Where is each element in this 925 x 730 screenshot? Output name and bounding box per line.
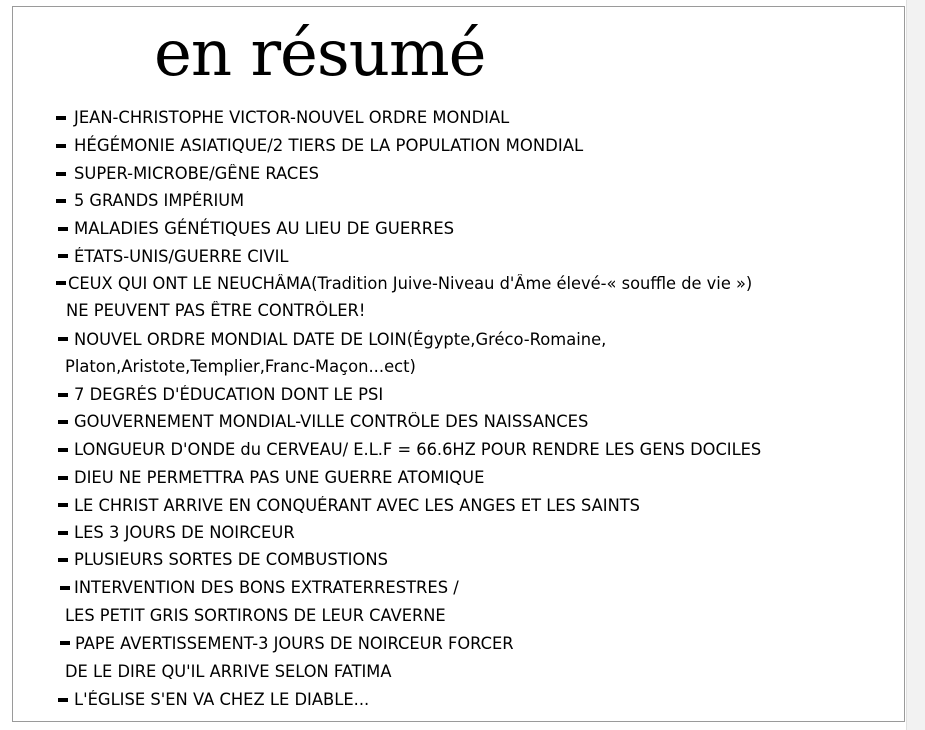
page-scroll-gutter [906, 0, 925, 730]
bullet-dash-icon [58, 698, 68, 702]
bullet-dash-icon [60, 586, 70, 590]
list-item: LE CHRIST ARRIVE EN CONQUÉRANT AVEC LES ANGES ET LES SAINTS [74, 496, 640, 515]
bullet-dash-icon [58, 503, 68, 507]
bullet-dash-icon [58, 254, 68, 258]
bullet-dash-icon [58, 227, 68, 231]
bullet-dash-icon [56, 116, 66, 120]
bullet-dash-icon [58, 420, 68, 424]
list-item: DIEU NE PERMETTRA PAS UNE GUERRE ATOMIQUE [74, 468, 485, 487]
list-item: NOUVEL ORDRE MONDIAL DATE DE LOIN(Égypte,Gréco-Romaine, [74, 330, 607, 349]
list-item-continuation: LES PETIT GRIS SORTIRONS DE LEUR CAVERNE [65, 606, 446, 625]
list-item: PLUSIEURS SORTES DE COMBUSTIONS [74, 550, 388, 569]
slide-frame [12, 6, 905, 722]
list-item: LES 3 JOURS DE NOIRCEUR [74, 523, 295, 542]
list-item: SUPER-MICROBE/GÊNE RACES [74, 164, 320, 183]
bullet-dash-icon [56, 144, 66, 148]
list-item-continuation: NE PEUVENT PAS ÊTRE CONTRÔLER! [66, 301, 366, 320]
list-item: L'ÉGLISE S'EN VA CHEZ LE DIABLE... [74, 690, 370, 709]
list-item: LONGUEUR D'ONDE du CERVEAU/ E.L.F = 66.6HZ POUR RENDRE LES GENS DOCILES [74, 440, 762, 459]
list-item: ÉTATS-UNIS/GUERRE CIVIL [74, 247, 289, 266]
bullet-dash-icon [58, 393, 68, 397]
bullet-dash-icon [58, 558, 68, 562]
bullet-dash-icon [58, 476, 68, 480]
list-item: MALADIES GÉNÉTIQUES AU LIEU DE GUERRES [74, 219, 455, 238]
bullet-dash-icon [56, 199, 66, 203]
list-item: GOUVERNEMENT MONDIAL-VILLE CONTRÔLE DES NAISSANCES [74, 412, 589, 431]
list-item: JEAN-CHRISTOPHE VICTOR-NOUVEL ORDRE MONDIAL [74, 108, 510, 127]
bullet-dash-icon [56, 172, 66, 176]
list-item-continuation: Platon,Aristote,Templier,Franc-Maçon...ect) [65, 357, 416, 376]
bullet-dash-icon [58, 337, 68, 341]
list-item: CEUX QUI ONT LE NEUCHÂMA(Tradition Juive-Niveau d'Âme élevé-« souffle de vie ») [68, 274, 753, 293]
list-item: INTERVENTION DES BONS EXTRATERRESTRES / [74, 578, 459, 597]
list-item: PAPE AVERTISSEMENT-3 JOURS DE NOIRCEUR FORCER [75, 634, 514, 653]
bullet-dash-icon [60, 641, 70, 645]
bullet-dash-icon [58, 531, 68, 535]
list-item: 5 GRANDS IMPÉRIUM [74, 191, 245, 210]
list-item-continuation: DE LE DIRE QU'IL ARRIVE SELON FATIMA [65, 662, 392, 681]
slide-title: en résumé [154, 17, 486, 91]
list-item: 7 DEGRÉS D'ÉDUCATION DONT LE PSI [74, 385, 384, 404]
bullet-dash-icon [58, 448, 68, 452]
bullet-dash-icon [56, 281, 66, 285]
list-item: HÉGÉMONIE ASIATIQUE/2 TIERS DE LA POPULATION MONDIAL [74, 136, 584, 155]
